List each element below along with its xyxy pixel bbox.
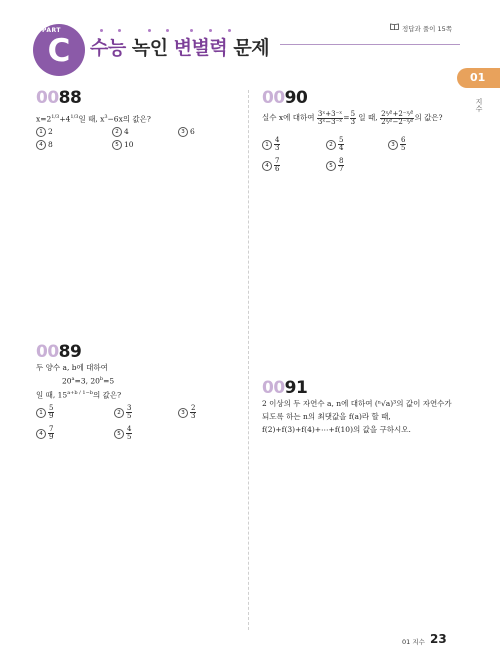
part-label: PART — [42, 27, 61, 34]
emphasis-dot — [148, 29, 151, 32]
chapter-tab-number: 01 — [470, 71, 486, 84]
problem-number-0091: 0091 — [262, 378, 308, 398]
problem-0089-stem-line2: $20^a=3$, $20^b=5$ — [62, 376, 115, 386]
header-rule — [280, 44, 460, 45]
emphasis-dot — [209, 29, 212, 32]
choice-1[interactable]: 1 $\frac{5}{9}$ — [36, 405, 54, 420]
problem-0089-stem-line3: 일 때, $15^{a+b / 1-b}$의 값은? — [36, 390, 122, 400]
problem-number-0089: 0089 — [36, 342, 82, 362]
footer-chapter-label: 01 지수 — [402, 638, 425, 646]
problem-0088-stem: $x=2^{1/3}+4^{1/3}$일 때, $x^3-6x$의 값은? — [36, 114, 151, 124]
book-icon — [390, 23, 399, 30]
title-word-2: 녹인 — [131, 37, 168, 59]
problem-0090-stem: 실수 x에 대하여 $\frac{\text{3ˣ+3⁻ˣ}}{\text{3ˣ−3⁻ˣ}}$ = $\frac{5}{3}$ 일 때, $\frac{\text{2ˣ⁄²+2⁻ˣ⁄²}}{\text{2ˣ⁄²−2⁻ˣ⁄²}}$ 의 값은? — [262, 109, 443, 126]
choice-3[interactable]: 3 $\frac{2}{3}$ — [178, 405, 196, 420]
choice-5[interactable]: 5 $\frac{4}{5}$ — [114, 426, 132, 441]
choice-2[interactable]: 2 4 — [112, 127, 129, 137]
emphasis-dot — [118, 29, 121, 32]
problem-number-0090: 0090 — [262, 88, 308, 108]
emphasis-dot — [190, 29, 193, 32]
problem-0091-line3: f(2)+f(3)+f(4)+⋯+f(10)의 값을 구하시오. — [262, 425, 411, 434]
emphasis-dot — [228, 29, 231, 32]
choice-4[interactable]: 4 8 — [36, 140, 53, 150]
problem-0091-line2: 되도록 하는 n의 최댓값을 f(a)라 할 때, — [262, 412, 391, 421]
problem-number-0088: 0088 — [36, 88, 82, 108]
choice-2[interactable]: 2 $\frac{5}{4}$ — [326, 137, 344, 152]
title-word-1: 수능 — [90, 37, 126, 59]
choice-1[interactable]: 1 $\frac{4}{3}$ — [262, 137, 280, 152]
answer-reference: 정답과 풀이 15쪽 — [402, 25, 453, 33]
choice-5[interactable]: 5 $\frac{8}{7}$ — [326, 158, 344, 173]
problem-0089-stem-line1: 두 양수 a, b에 대하여 — [36, 363, 108, 372]
emphasis-dot — [166, 29, 169, 32]
problem-0091-line1: 2 이상의 두 자연수 a, n에 대하여 (ⁿ√a)³의 값이 자연수가 — [262, 399, 452, 408]
part-letter: C — [47, 33, 71, 69]
title-word-3: 변별력 — [173, 37, 228, 59]
choice-3[interactable]: 3 $\frac{6}{5}$ — [388, 137, 406, 152]
choice-5[interactable]: 5 10 — [112, 140, 134, 150]
choice-3[interactable]: 3 6 — [178, 127, 195, 137]
emphasis-dot — [100, 29, 103, 32]
choice-4[interactable]: 4 $\frac{7}{6}$ — [262, 158, 280, 173]
chapter-tab-label: 지수 — [475, 98, 483, 112]
choice-1[interactable]: 1 2 — [36, 127, 53, 137]
title-word-4: 문제 — [233, 37, 270, 59]
choice-2[interactable]: 2 $\frac{3}{5}$ — [114, 405, 132, 420]
section-title — [90, 33, 269, 60]
choice-4[interactable]: 4 $\frac{7}{9}$ — [36, 426, 54, 441]
page-number: 23 — [430, 632, 447, 646]
column-divider — [248, 90, 249, 630]
